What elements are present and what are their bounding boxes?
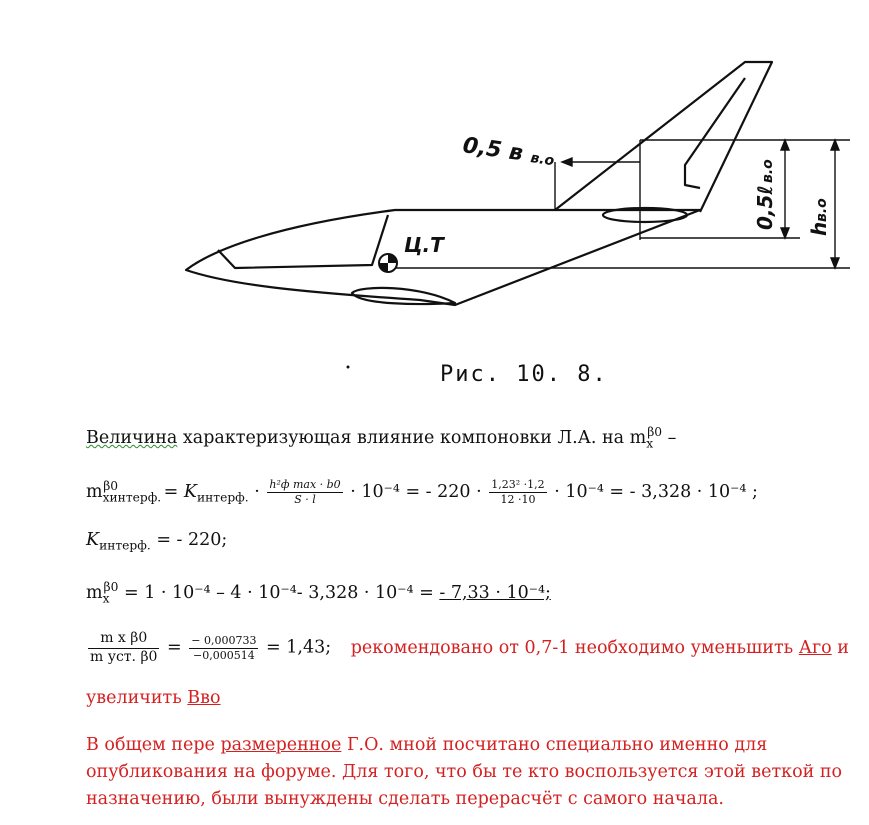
fuselage-outline [186,210,700,305]
label-half-b: 0,5 в [461,133,525,167]
line3-rest: = - 220; [150,530,228,550]
line2-tail: · 10⁻⁴ = - 3,328 · 10⁻⁴ ; [548,481,758,502]
text-line-5: $\frac{\text{m x β0}}{\text{m уст. β0}}$ = $\frac{- 0,000733}{-0,000514}$ = 1,43; рекомендовано от 0,7-1 необходимо уменьшить Аго и [90,630,849,665]
line1-sup: β0 [647,425,663,439]
note-paragraph [86,732,846,813]
line5-red [351,638,849,658]
line2-frac1 [267,478,342,507]
line6-text: увеличить [86,688,188,708]
word-velichina: Величина [86,427,178,448]
link-razmerennoe[interactable]: размеренное [220,735,342,755]
line5-eq-frac-den: −0,000514 [193,648,255,662]
line2-frac2 [489,478,546,507]
text-line-3 [86,530,227,553]
text-line-1 [86,425,676,450]
para-part-1: В общем пере [86,735,221,755]
label-half-l-sub: в.о [760,159,776,183]
line5-eq: = 1,43; [260,637,332,658]
line5-frac [88,630,159,666]
link-ago[interactable]: Аго [798,637,832,658]
line4-sup: β0 [103,580,119,594]
line1-rest: характеризующая влияние компоновки Л.А. на m [177,427,647,448]
line4-m: m [86,582,103,603]
text-line-4 [86,580,551,605]
line5-red-and: и [831,637,849,658]
line2-dot: · [248,481,266,502]
rudder [685,78,745,188]
line3-k: K [86,530,100,550]
line5-eq-frac-num: − 0,000733 [191,633,257,647]
label-half-b-sub: в.о [529,150,556,170]
line2-m: m [86,481,103,502]
label-h-sub: в.о [814,198,830,222]
link-vvo[interactable]: Вво [187,688,221,708]
line3-k-sub: интерф. [99,538,151,553]
line1-tail: – [662,427,677,448]
line2-frac1-den: S · l [294,492,316,506]
line5-eq-frac [189,634,258,663]
line5-frac-num: m x β0 [88,630,159,649]
center-of-gravity-icon [379,254,397,272]
line5-red-text: рекомендовано от 0,7-1 необходимо уменьшить [350,637,799,658]
line2-frac2-den: 12 ·10 [500,492,536,506]
line4-eq: = 1 · 10⁻⁴ – 4 · 10⁻⁴- 3,328 · 10⁻⁴ = [118,582,440,603]
line2-frac1-num: h²ф max · b0 [269,478,341,491]
text-line-2 [86,478,758,507]
aircraft-diagram [0,0,869,400]
para-part-2: Г.О. мной посчитано специально именно для опубликования на форуме. Для того, что бы те кто воспользуется этой веткой по назначению, были вынуждены сделать перерасчёт с самого начала. [86,735,843,809]
line2-eq: = K [158,481,197,502]
line2-k-sub: интерф. [196,490,249,505]
line2-mid: · 10⁻⁴ = - 220 · [344,481,488,502]
label-h: h [807,221,831,236]
figure-caption: Рис. 10. 8. [440,362,608,387]
label-center-gravity: Ц.Т [404,233,444,257]
label-half-l: 0,5ℓ [753,185,777,230]
text-line-6 [86,688,221,708]
line2-m-sub: xинтерф. [102,490,162,505]
line5-frac-den: m уст. β0 [90,648,158,665]
line2-frac2-num: 1,23² ·1,2 [491,478,545,491]
line2-m-sup: β0 [103,478,119,493]
line4-result: - 7,33 · 10⁻⁴; [439,582,551,603]
line1-sub: x [646,436,654,451]
line4-sub: x [102,591,110,606]
